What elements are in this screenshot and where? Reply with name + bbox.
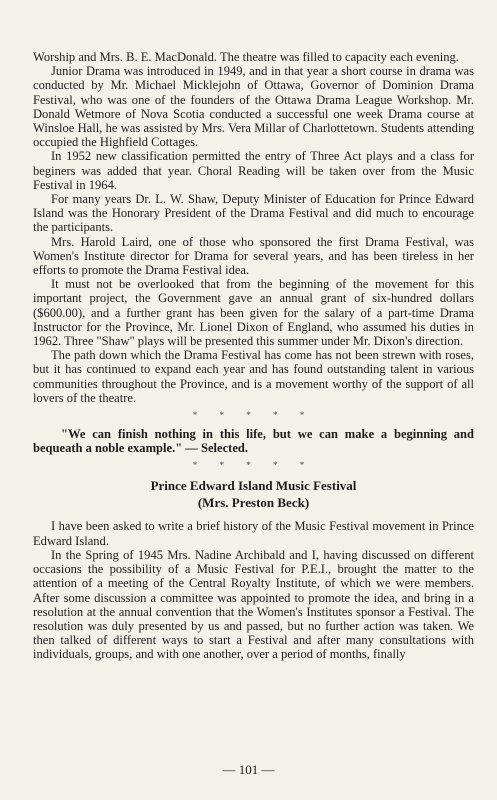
paragraph: The path down which the Drama Festival has come has not been strewn with roses, but it has continued to expand each year and has found outstanding talent in various communities throughout the Province, and is a movement worthy of the support of all lovers of the theatre. bbox=[33, 348, 474, 405]
paragraph: In 1952 new classification permitted the entry of Three Act plays and a class for beginers was added that year. Choral Reading will be taken over from the Music Festival in 1964. bbox=[33, 149, 474, 192]
section-heading bbox=[33, 477, 474, 511]
section-separator: * * * * * bbox=[192, 410, 315, 421]
page-body bbox=[33, 50, 474, 662]
quotation: "We can finish nothing in this life, but we can make a beginning and bequeath a noble example." — Selected. bbox=[33, 427, 474, 456]
section-title: Prince Edward Island Music Festival bbox=[150, 478, 357, 494]
paragraph: Junior Drama was introduced in 1949, and in that year a short course in drama was conducted by Mr. Michael Micklejohn of Ottawa, Governor of Dominion Drama Festival, who was one of the founders of the Ottawa Drama League Workshop. Mr. Donald Wetmore of Nova Scotia conducted a successful one week Drama course at Winsloe Hall, he was assisted by Mrs. Vera Millar of Charlottetown. Students attending occupied the Highfield Cottages. bbox=[33, 64, 474, 150]
section-separator: * * * * * bbox=[192, 460, 315, 471]
paragraph: Worship and Mrs. B. E. MacDonald. The theatre was filled to capacity each evening. bbox=[33, 50, 459, 64]
paragraph: For many years Dr. L. W. Shaw, Deputy Minister of Education for Prince Edward Island was the Honorary President of the Drama Festival and did much to encourage the participants. bbox=[33, 192, 474, 235]
paragraph: Mrs. Harold Laird, one of those who sponsored the first Drama Festival, was Women's Institute director for Drama for several years, and has been tireless in her efforts to promote the Drama Festival idea. bbox=[33, 234, 474, 278]
paragraph: In the Spring of 1945 Mrs. Nadine Archibald and I, having discussed on different occasions the possibility of a Music Festival for P.E.I., brought the matter to the attention of a meeting of the Central Royalty Institute, of which we were members. After some discussion a committee was appointed to promote the idea, and bring in a resolution at the annual convention that the Women's Institutes sponsor a Festival. The resolution was duly presented by us and passed, but no further action was taken. We then talked of different ways to start a Festival and after many consultations with individuals, groups, and with one another, over a period of months, finally bbox=[33, 547, 474, 662]
section-author: (Mrs. Preston Beck) bbox=[197, 495, 310, 511]
paragraph: It must not be overlooked that from the beginning of the movement for this important project, the Government gave an annual grant of six-hundred dollars ($600.00), and a further grant has been given for the salary of a part-time Drama Instructor for the Province, Mr. Lionel Dixon of England, who assumed his duties in 1962. Three "Shaw" plays will be presented this summer under Mr. Dixon's direction. bbox=[33, 277, 474, 349]
paragraph: I have been asked to write a brief history of the Music Festival movement in Prince Edward Island. bbox=[33, 519, 474, 548]
page-number: — 101 — bbox=[222, 762, 275, 777]
